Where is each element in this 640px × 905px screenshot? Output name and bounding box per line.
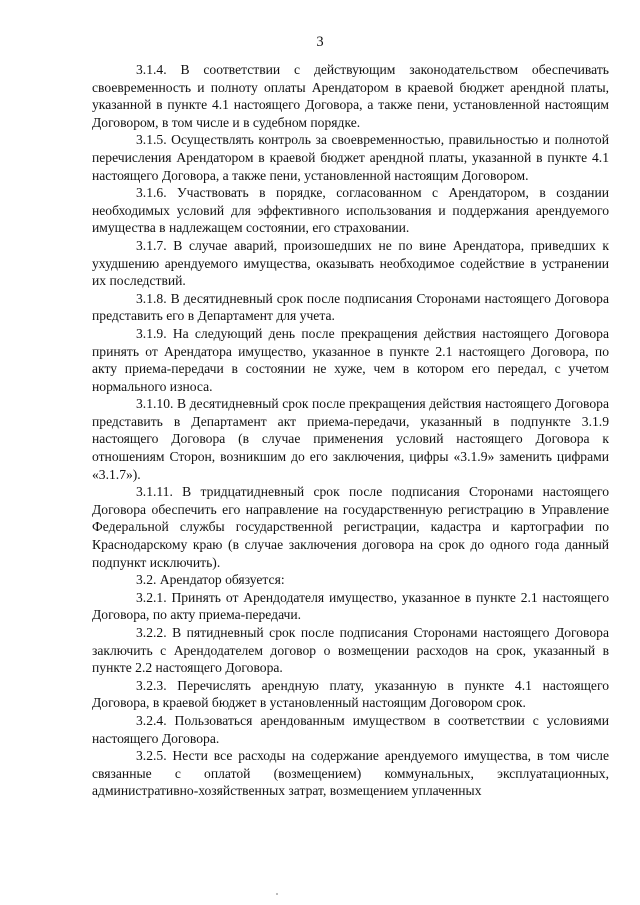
paragraph-3-1-6: 3.1.6. Участвовать в порядке, согласованном с Арендатором, в создании необходимых условий для эффективного использования и поддержания арендуемого имущества в надлежащем состоянии, его страховании.	[92, 185, 609, 236]
paragraph-3-1-5: 3.1.5. Осуществлять контроль за своевременностью, правильностью и полнотой перечисления Арендатором в краевой бюджет арендной платы, указанной в пункте 4.1 настоящего Договора, а также пени, установленной настоящим Договором.	[92, 132, 609, 183]
paragraph-3-1-7: 3.1.7. В случае аварий, произошедших не по вине Арендатора, приведших к ухудшению арендуемого имущества, оказывать необходимое содействие в устранении их последствий.	[92, 237, 609, 289]
paragraph-3-2-3: 3.2.3. Перечислять арендную плату, указанную в пункте 4.1 настоящего Договора, в краевой бюджет в установленный настоящим Договором срок.	[92, 677, 609, 711]
paragraph-3-2: 3.2. Арендатор обязуется:	[136, 572, 285, 588]
paragraph-3-1-8: 3.1.8. В десятидневный срок после подписания Сторонами настоящего Договора представить его в Департамент для учета.	[92, 290, 609, 324]
paragraph-3-1-11: 3.1.11. В тридцатидневный срок после подписания Сторонами настоящего Договора обеспечить его направление на государственную регистрацию в Управление Федеральной службы государственной регистрации, кадастра и картографии по Краснодарскому краю (в случае заключения договора на срок до одного года данный подпункт исключить).	[92, 484, 609, 570]
paragraph-3-1-10: 3.1.10. В десятидневный срок после прекращения действия настоящего Договора представить в Департамент акт приема-передачи, указанный в подпункте 3.1.9 настоящего Договора (в случае применения условий настоящего Договора к отношениям Сторон, возникшим до его заключения, цифры «3.1.9» заменить цифрами «3.1.7»).	[92, 396, 609, 482]
paragraph-3-1-9: 3.1.9. На следующий день после прекращения действия настоящего Договора принять от Арендатора имущество, указанное в пункте 2.1 настоящего Договора, по акту приема-передачи в состоянии не хуже, чем в котором его передал, с учетом нормального износа.	[92, 325, 609, 394]
paragraph-3-2-5: 3.2.5. Нести все расходы на содержание арендуемого имущества, в том числе связанные с оплатой (возмещением) коммунальных, эксплуатационных, административно-хозяйственных затрат, возмещением уплаченных	[92, 748, 609, 799]
document-body	[92, 61, 609, 800]
paragraph-3-1-4: 3.1.4. В соответствии с действующим законодательством обеспечивать своевременность и полноту оплаты Арендатором в краевой бюджет арендной платы, указанной в пункте 4.1 настоящего Договора, а также пени, установленной настоящим Договором, в том числе и в судебном порядке.	[92, 62, 609, 130]
page-number: 3	[316, 34, 324, 50]
scan-artifact	[276, 893, 278, 895]
paragraph-3-2-1: 3.2.1. Принять от Арендодателя имущество, указанное в пункте 2.1 настоящего Договора, по акту приема-передачи.	[92, 589, 609, 623]
paragraph-3-2-2: 3.2.2. В пятидневный срок после подписания Сторонами настоящего Договора заключить с Арендодателем договор о возмещении расходов на срок, указанный в пункте 2.2 настоящего Договора.	[92, 625, 609, 676]
paragraph-3-2-4: 3.2.4. Пользоваться арендованным имуществом в соответствии с условиями настоящего Договора.	[92, 712, 609, 746]
